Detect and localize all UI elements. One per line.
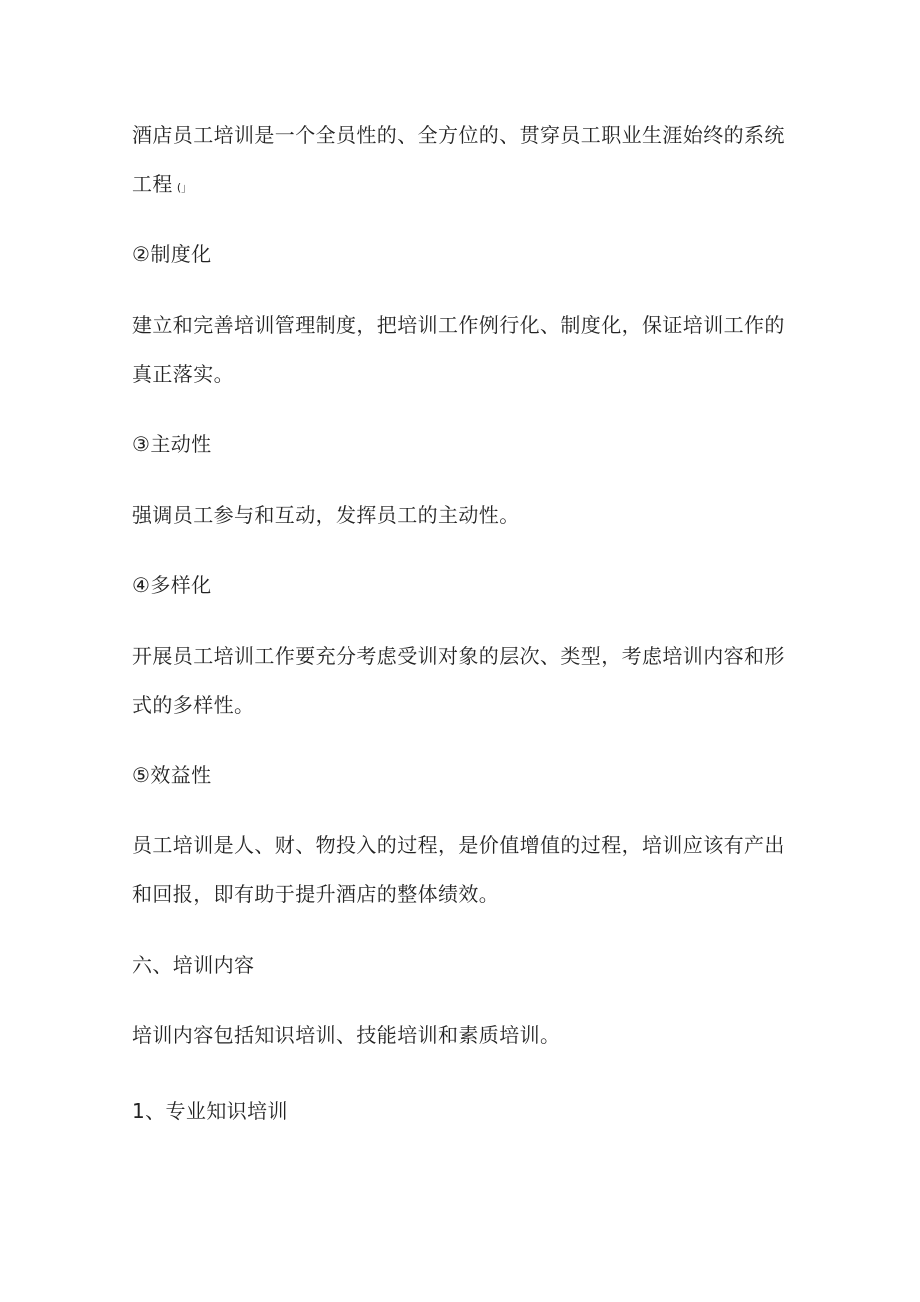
paragraph-text: 工程 [132, 172, 173, 196]
paragraph-line: 和回报，即有助于提升酒店的整体绩效。 [132, 882, 500, 906]
paragraph-line: 酒店员工培训是一个全员性的、全方位的、贯穿员工职业生涯始终的系统 [132, 123, 785, 147]
section-heading: ②制度化 [132, 242, 212, 266]
paragraph-line: 开展员工培训工作要充分考虑受训对象的层次、类型，考虑培训内容和形 [132, 644, 785, 668]
paragraph-line: 式的多样性。 [132, 693, 255, 717]
paragraph-line: 员工培训是人、财、物投入的过程，是价值增值的过程，培训应该有产出 [132, 833, 785, 857]
paragraph-line: 建立和完善培训管理制度，把培训工作例行化、制度化，保证培训工作的 [132, 313, 785, 337]
section-heading: 六、培训内容 [132, 953, 255, 977]
section-heading: 1、专业知识培训 [132, 1099, 288, 1123]
paragraph-line: 真正落实。 [132, 362, 234, 386]
paragraph-line: 培训内容包括知识培训、技能培训和素质培训。 [132, 1023, 561, 1047]
paragraph-line [132, 171, 192, 201]
ocr-artifact-mark: (」 [176, 181, 193, 194]
section-heading: ④多样化 [132, 573, 212, 597]
paragraph-line: 强调员工参与和互动，发挥员工的主动性。 [132, 503, 520, 527]
section-heading: ⑤效益性 [132, 763, 212, 787]
section-heading: ③主动性 [132, 432, 212, 456]
